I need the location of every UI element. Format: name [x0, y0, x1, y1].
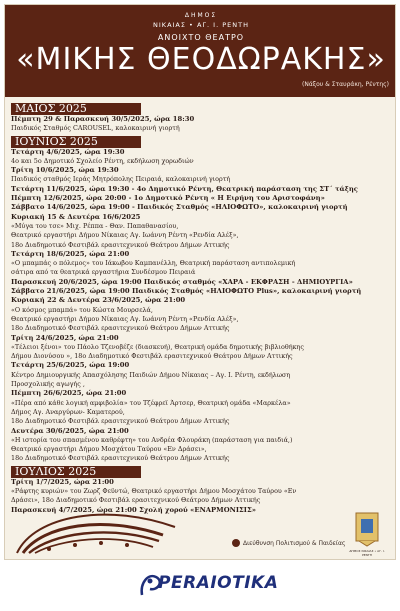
department-name: Διεύθυνση Πολιτισμού & Παιδείας: [243, 540, 346, 547]
event-description: Παιδικός Σταθμός CAROUSEL, καλοκαιρινή γιορτή: [11, 124, 180, 133]
event-description: «Τέλειοι ξένοι» του Πάολο Τζενοβέζε (διασκευή), Θεατρική ομάδα δημοτικής βιβλιοθήκης: [11, 342, 304, 351]
crest-label: ΔΗΜΟΣ ΝΙΚΑΙΑΣ • ΑΓ. Ι. ΡΕΝΤΗ: [349, 549, 385, 557]
event-date: Κυριακή 15 & Δευτέρα 16/6/2025: [11, 212, 141, 221]
event-poster: [4, 4, 396, 560]
month-june: [11, 136, 391, 464]
event-date: Τρίτη 24/6/2025, ώρα 21:00: [11, 333, 119, 342]
theatre-location: (Νάξου & Σταυράκη, Ρέντης): [301, 81, 389, 88]
event-date: Τετάρτη 11/6/2025, ώρα 19:30 - 4ο Δημοτικό Ρέντη, Θεατρική παράσταση της ΣΤ΄ τάξης: [11, 184, 358, 193]
event-description: 4ο και 5ο Δημοτικό Σχολείο Ρέντη, εκδήλωση χορωδιών: [11, 156, 194, 165]
event-description: σάτιρα από τα θεατρικά εργαστήρια Συνδέσμου Πειραιά: [11, 268, 196, 277]
event-description: «Ο κόσμος μπαμπά» του Κώστα Μουρσελά,: [11, 305, 153, 314]
event-date: Παρασκευή 4/7/2025, ώρα 21:00 Σχολή χορού «ΕΝΑΡΜΟΝΙΣΙΣ»: [11, 505, 257, 514]
event-description: «Μύγα του τσε» Μιχ. Ρέππα - Θαν. Παπαθανασίου,: [11, 221, 179, 230]
event-description: Θεατρικό εργαστήρι Δήμου Νίκαιας Αγ. Ιωάννη Ρέντη «Ρενδία Αλέξ»,: [11, 231, 239, 240]
event-description: 18ο Διαδημοτικό Φεστιβάλ ερασιτεχνικού Θεάτρου Δήμων Αττικής: [11, 454, 230, 463]
event-description: Κέντρο Δημιουργικής Απασχόλησης Παιδιών Δήμου Νίκαιας – Αγ. Ι. Ρέντη, εκδήλωση: [11, 370, 291, 379]
event-date: Σάββατο 21/6/2025, ώρα 19:00 Παιδικός Σταθμός «ΗΛΙΟΦΩΤΟ Plus», καλοκαιρινή γιορτή: [11, 287, 362, 296]
municipality-name: ΝΙΚΑΙΑΣ • ΑΓ. Ι. ΡΕΝΤΗ: [153, 21, 249, 29]
program-schedule: [11, 101, 391, 515]
month-heading: ΜΑΙΟΣ 2025: [11, 103, 141, 115]
event-description: Θεατρικό εργαστήρι Δήμου Νίκαιας Αγ. Ιωάννη Ρέντη «Ρενδία Αλέξ»,: [11, 314, 239, 323]
event-date: Πέμπτη 26/6/2025, ώρα 21:00: [11, 389, 127, 398]
poster-header: [5, 5, 396, 97]
event-date: Πέμπτη 29 & Παρασκευή 30/5/2025, ώρα 18:30: [11, 115, 195, 123]
event-description: «Ο μπαμπάς ο πόλεμος» του Ιάκωβου Καμπανέλλη, Θεατρική παράσταση αντιπολεμική: [11, 259, 296, 268]
event-description: 18ο Διαδημοτικό Φεστιβάλ ερασιτεχνικού Θεάτρου Δήμων Αττικής: [11, 417, 230, 426]
municipality-crest-icon: [353, 511, 381, 547]
municipality-label: ΔΗΜΟΣ: [184, 12, 218, 19]
event-description: «Ράφτης κυριών» του Ζωρζ Φεϋντώ, Θεατρικό εργαστήρι Δήμου Μοσχάτου Ταύρου «Εν: [11, 486, 297, 495]
theatre-name: «ΜΙΚΗΣ ΘΕΟΔΩΡΑΚΗΣ»: [16, 42, 386, 77]
theatre-type: ΑΝΟΙΧΤΟ ΘΕΑΤΡΟ: [157, 33, 245, 42]
brand-name: PERAIOTIKA: [158, 573, 279, 593]
event-date: Τετάρτη 18/6/2025, ώρα 21:00: [11, 249, 130, 258]
month-heading: ΙΟΥΝΙΟΣ 2025: [11, 136, 141, 148]
department-icon: [232, 539, 240, 547]
event-date: Παρασκευή 20/6/2025, ώρα 19:00 Παιδικός σταθμός «ΧΑΡΑ - ΕΚΦΡΑΣΗ - ΔΗΜΙΟΥΡΓΙΑ»: [11, 277, 353, 286]
event-description: «Η ιστορία του σπασμένου καθρέφτη» του Ανδρέα Φλουράκη (παράσταση για παιδιά,): [11, 435, 293, 444]
month-may: [11, 103, 391, 134]
event-date: Σάββατο 14/6/2025, ώρα 19:00 - Παιδικός Σταθμός «ΗΛΙΟΦΩΤΟ», καλοκαιρινή γιορτή: [11, 203, 348, 212]
event-description: Δράσει», 18ο Διαδημοτικό Φεστιβάλ ερασιτεχνικού Θεάτρου Δήμων Αττικής: [11, 496, 261, 505]
event-description: Δήμος Αγ. Αναργύρων- Καματερού,: [11, 407, 125, 416]
month-heading: ΙΟΥΛΙΟΣ 2025: [11, 466, 141, 478]
event-date: Πέμπτη 12/6/2025, ώρα 20:00 - 1ο Δημοτικό Ρέντη « Η Ειρήνη του Αριστοφάνη»: [11, 194, 325, 203]
event-description: Προσχολικής αγωγής ,: [11, 380, 85, 389]
decorative-swirl-icon: [13, 505, 183, 557]
event-date: Τετάρτη 25/6/2025, ώρα 19:00: [11, 361, 130, 370]
event-description: Θεατρικό εργαστήρι Δήμου Μοσχάτου Ταύρου «Εν Δράσει»,: [11, 445, 207, 454]
event-description: 18ο Διαδημοτικό Φεστιβάλ ερασιτεχνικού Θεάτρου Δήμων Αττικής: [11, 240, 230, 249]
event-description: Παιδικός σταθμός Ιεράς Μητρόπολης Πειραιά, καλοκαιρινή γιορτή: [11, 175, 231, 184]
event-date: Δευτέρα 30/6/2025, ώρα 21:00: [11, 426, 129, 435]
event-date: Τετάρτη 4/6/2025, ώρα 19:30: [11, 147, 125, 156]
event-date: Κυριακή 22 & Δευτέρα 23/6/2025, ώρα 21:00: [11, 296, 186, 305]
event-date: Τρίτη 1/7/2025, ώρα 21:00: [11, 477, 114, 486]
event-date: Τρίτη 10/6/2025, ώρα 19:30: [11, 166, 119, 175]
event-description: 18ο Διαδημοτικό Φεστιβάλ ερασιτεχνικού Θεάτρου Δήμων Αττικής: [11, 324, 230, 333]
event-description: «Πέρα από κάθε λογική αμφιβολία» του Τζέφρεϊ Άρτσερ, Θεατρική ομάδα «Μαρκέλα»: [11, 398, 291, 407]
event-description: Δήμου Διονύσου », 18ο Διαδημοτικό Φεστιβάλ ερασιτεχνικού Θεάτρου Δήμων Αττικής: [11, 352, 293, 361]
